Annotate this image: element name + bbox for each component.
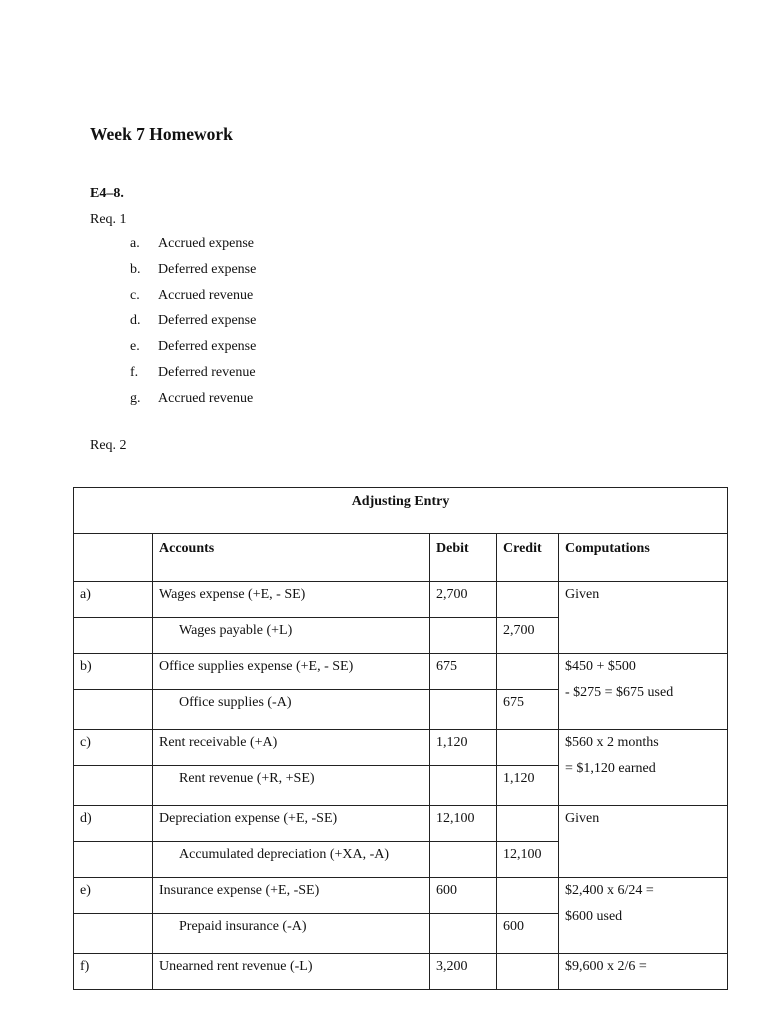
debit-amount: 2,700 <box>430 582 497 618</box>
debit-account: Unearned rent revenue (-L) <box>153 954 430 990</box>
answer-item <box>130 261 256 287</box>
debit-account: Wages expense (+E, - SE) <box>153 582 430 618</box>
req-2-label: Req. 2 <box>90 438 127 453</box>
debit-amount: 12,100 <box>430 806 497 842</box>
computation-cell <box>559 878 728 954</box>
answer-item <box>130 287 256 313</box>
document-title: Week 7 Homework <box>90 124 233 144</box>
credit-account: Prepaid insurance (-A) <box>153 914 430 954</box>
answer-letter: c. <box>130 287 140 303</box>
entry-letter-empty <box>74 618 153 654</box>
table-row <box>74 954 728 990</box>
computation-line: $450 + $500 <box>565 659 636 674</box>
answer-item <box>130 364 256 390</box>
entry-letter-empty <box>74 914 153 954</box>
computation-cell <box>559 954 728 990</box>
answer-letter: f. <box>130 364 139 380</box>
table-title-row <box>74 488 728 534</box>
credit-amount-empty <box>497 878 559 914</box>
answer-item <box>130 338 256 364</box>
req-1-answer-list <box>130 235 256 416</box>
computation-cell <box>559 806 728 878</box>
debit-amount-empty <box>430 842 497 878</box>
answer-letter: d. <box>130 313 141 329</box>
credit-amount: 2,700 <box>497 618 559 654</box>
entry-letter: b) <box>74 654 153 690</box>
computation-line: Given <box>565 587 600 602</box>
debit-amount: 1,120 <box>430 730 497 766</box>
table-row <box>74 654 728 690</box>
answer-text: Accrued revenue <box>158 287 254 303</box>
debit-amount: 3,200 <box>430 954 497 990</box>
header-debit: Debit <box>430 534 497 582</box>
answer-text: Deferred expense <box>158 261 257 277</box>
entry-letter: a) <box>74 582 153 618</box>
entry-letter: d) <box>74 806 153 842</box>
entry-letter: c) <box>74 730 153 766</box>
answer-item <box>130 312 256 338</box>
debit-amount: 600 <box>430 878 497 914</box>
credit-amount-empty <box>497 806 559 842</box>
answer-letter: e. <box>130 339 140 355</box>
adjusting-entry-table <box>73 487 728 990</box>
entry-letter: f) <box>74 954 153 990</box>
computation-cell <box>559 582 728 654</box>
entry-letter: e) <box>74 878 153 914</box>
answer-text: Deferred expense <box>158 313 257 329</box>
debit-amount-empty <box>430 766 497 806</box>
table-title: Adjusting Entry <box>74 488 728 534</box>
table-row <box>74 582 728 618</box>
computation-cell <box>559 654 728 730</box>
answer-letter: a. <box>130 236 140 251</box>
computation-cell <box>559 730 728 806</box>
computation-line: $2,400 x 6/24 = <box>565 883 654 898</box>
table-header-row <box>74 534 728 582</box>
entry-letter-empty <box>74 766 153 806</box>
answer-letter: b. <box>130 261 141 277</box>
header-letter <box>74 534 153 582</box>
header-computations: Computations <box>559 534 728 582</box>
credit-amount: 600 <box>497 914 559 954</box>
exercise-label: E4–8. <box>90 186 124 201</box>
answer-letter: g. <box>130 390 141 406</box>
debit-amount: 675 <box>430 654 497 690</box>
table-row <box>74 878 728 914</box>
credit-account: Rent revenue (+R, +SE) <box>153 766 430 806</box>
debit-account: Office supplies expense (+E, - SE) <box>153 654 430 690</box>
credit-amount-empty <box>497 654 559 690</box>
credit-amount: 12,100 <box>497 842 559 878</box>
computation-line: $600 used <box>565 909 623 924</box>
answer-text: Accrued expense <box>158 236 255 251</box>
entry-letter-empty <box>74 690 153 730</box>
debit-amount-empty <box>430 618 497 654</box>
credit-amount: 675 <box>497 690 559 730</box>
req-1-label: Req. 1 <box>90 212 127 227</box>
credit-amount-empty <box>497 954 559 990</box>
credit-amount: 1,120 <box>497 766 559 806</box>
credit-account: Accumulated depreciation (+XA, -A) <box>153 842 430 878</box>
debit-amount-empty <box>430 690 497 730</box>
table-row <box>74 730 728 766</box>
answer-item <box>130 390 256 416</box>
computation-line: = $1,120 earned <box>565 761 656 776</box>
credit-account: Wages payable (+L) <box>153 618 430 654</box>
answer-text: Accrued revenue <box>158 390 254 406</box>
computation-line: Given <box>565 811 600 826</box>
credit-account: Office supplies (-A) <box>153 690 430 730</box>
computation-line: $560 x 2 months <box>565 735 659 750</box>
debit-account: Rent receivable (+A) <box>153 730 430 766</box>
answer-item <box>130 235 256 261</box>
credit-amount-empty <box>497 730 559 766</box>
entry-letter-empty <box>74 842 153 878</box>
computation-line: - $275 = $675 used <box>565 685 674 700</box>
computation-line: $9,600 x 2/6 = <box>565 959 647 974</box>
table-row <box>74 806 728 842</box>
header-accounts: Accounts <box>153 534 430 582</box>
answer-text: Deferred expense <box>158 339 257 355</box>
credit-amount-empty <box>497 582 559 618</box>
header-credit: Credit <box>497 534 559 582</box>
debit-amount-empty <box>430 914 497 954</box>
answer-text: Deferred revenue <box>158 364 256 380</box>
debit-account: Depreciation expense (+E, -SE) <box>153 806 430 842</box>
debit-account: Insurance expense (+E, -SE) <box>153 878 430 914</box>
